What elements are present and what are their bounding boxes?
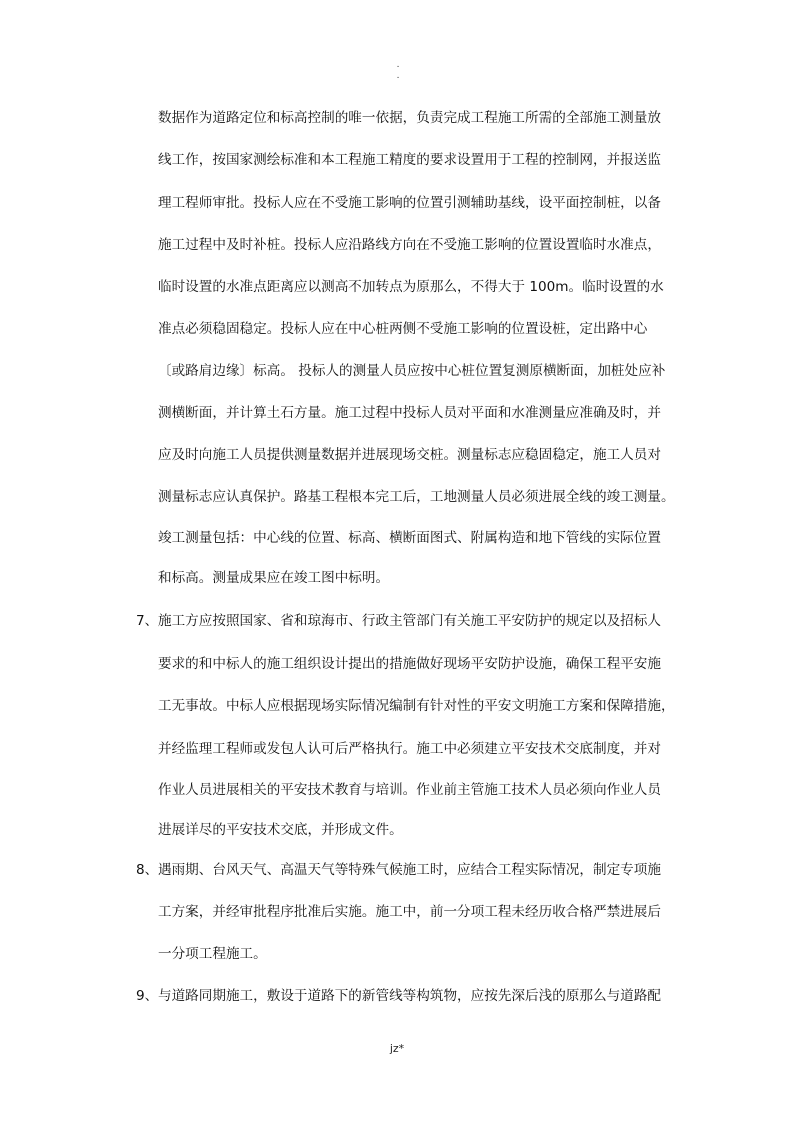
list-item-number: 7、 <box>136 613 159 629</box>
text-line: 临时设置的水准点距离应以测高不加转点为原那么，不得大于 100m。临时设置的水 <box>158 279 664 295</box>
text-line: 竣工测量包括：中心线的位置、标高、横断面图式、附属构造和地下管线的实际位置 <box>158 530 661 546</box>
text-line: 〔或路肩边缘〕标高。 投标人的测量人员应按中心桩位置复测原横断面，加桩处应补 <box>158 363 666 379</box>
text-line: 准点必须稳固稳定。投标人应在中心桩两侧不受施工影响的位置设桩，定出路中心 <box>158 321 648 337</box>
text-line: 工无事故。中标人应根据现场实际情况编制有针对性的平安文明施工方案和保障措施， <box>158 698 675 714</box>
text-line: 理工程师审批。投标人应在不受施工影响的位置引测辅助基线，设平面控制桩，以备 <box>158 195 661 211</box>
list-item-number: 9、 <box>136 988 159 1004</box>
text-line: 要求的和中标人的施工组织设计提出的措施做好现场平安防护设施，确保工程平安施 <box>158 656 661 672</box>
text-line: 和标高。测量成果应在竣工图中标明。 <box>158 570 390 586</box>
text-line: 应及时向施工人员提供测量数据并进展现场交桩。测量标志应稳固稳定，施工人员对 <box>158 447 661 463</box>
text-line: 与道路同期施工，敷设于道路下的新管线等构筑物，应按先深后浅的原那么与道路配 <box>158 988 661 1004</box>
text-line: 一分项工程施工。 <box>158 946 267 962</box>
text-line: 线工作，按国家测绘标准和本工程施工精度的要求设置用于工程的控制网，并报送监 <box>158 152 661 168</box>
text-line: 测横断面，并计算土石方量。施工过程中投标人员对平面和水准测量应准确及时，并 <box>158 405 661 421</box>
header-marks: . . <box>396 60 400 81</box>
text-line: 作业人员进展相关的平安技术教育与培训。作业前主管施工技术人员必须向作业人员 <box>158 782 661 798</box>
text-line: 遇雨期、台风天气、高温天气等特殊气候施工时，应结合工程实际情况，制定专项施 <box>158 862 661 878</box>
text-line: 测量标志应认真保护。路基工程根本完工后，工地测量人员必须进展全线的竣工测量。 <box>158 489 675 505</box>
text-line: 施工过程中及时补桩。投标人应沿路线方向在不受施工影响的位置设置临时水准点， <box>158 237 661 253</box>
text-line: 数据作为道路定位和标高控制的唯一依据，负责完成工程施工所需的全部施工测量放 <box>158 110 661 126</box>
page-footer: jz* <box>389 1042 405 1055</box>
text-line: 进展详尽的平安技术交底，并形成文件。 <box>158 822 403 838</box>
text-line: 并经监理工程师或发包人认可后严格执行。施工中必须建立平安技术交底制度，并对 <box>158 741 661 757</box>
text-line: 施工方应按照国家、省和琼海市、行政主管部门有关施工平安防护的规定以及招标人 <box>158 613 661 629</box>
list-item-number: 8、 <box>136 862 159 878</box>
text-line: 工方案，并经审批程序批准后实施。施工中，前一分项工程未经历收合格严禁进展后 <box>158 904 661 920</box>
